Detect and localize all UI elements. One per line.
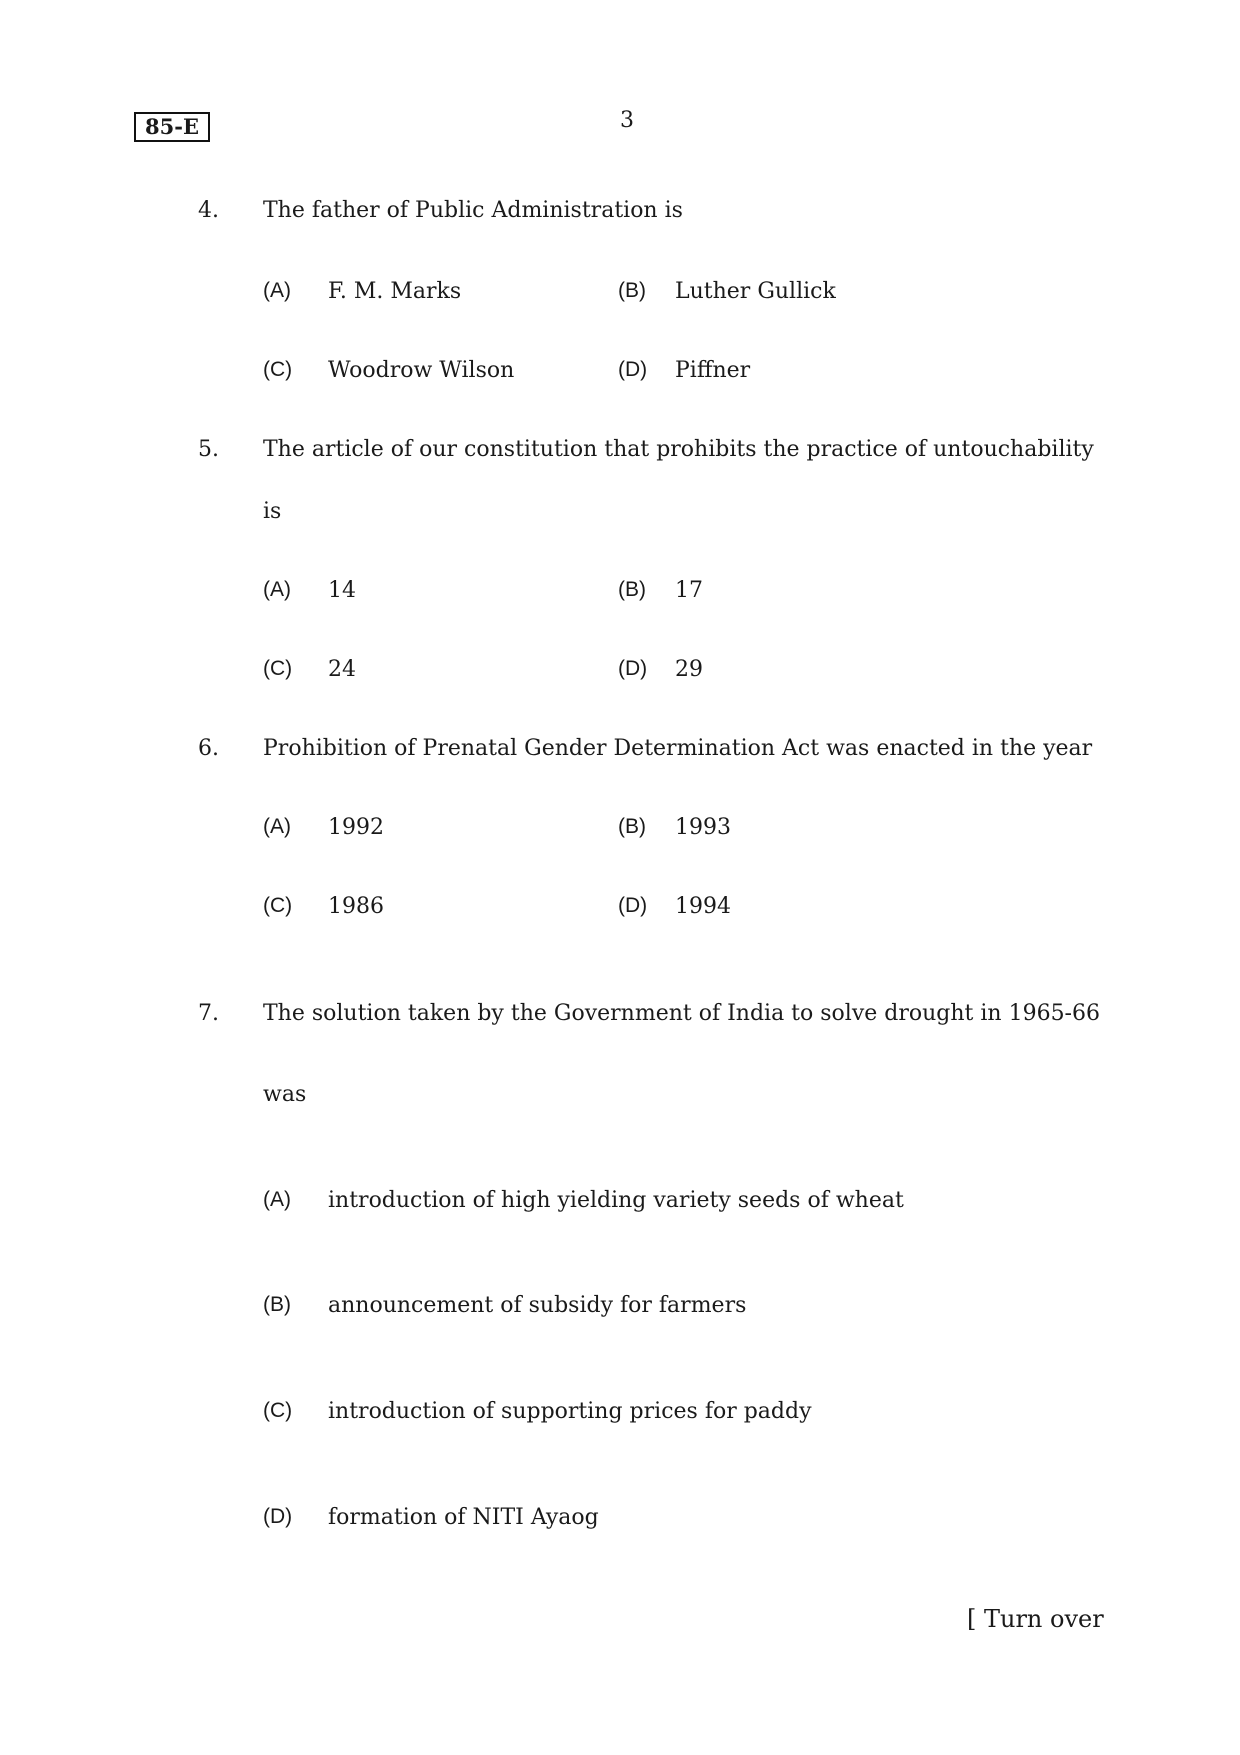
question-number: 7. (198, 1001, 219, 1026)
option-label: (A) (263, 815, 291, 838)
option-text: introduction of high yielding variety seeds of wheat (328, 1188, 904, 1213)
option-text: Woodrow Wilson (328, 358, 515, 383)
option-text: 1986 (328, 894, 384, 919)
option-text: 24 (328, 657, 356, 682)
option-text: announcement of subsidy for farmers (328, 1293, 747, 1318)
option-text: Luther Gullick (675, 279, 836, 304)
option-label: (B) (263, 1293, 291, 1316)
option-text: F. M. Marks (328, 279, 462, 304)
option-label: (A) (263, 279, 291, 302)
option-label: (D) (618, 358, 648, 381)
question-text: The father of Public Administration is (263, 198, 683, 223)
option-text: 17 (675, 578, 703, 603)
option-label: (A) (263, 1188, 291, 1211)
option-label: (D) (618, 657, 648, 680)
question-text: The article of our constitution that prohibits the practice of untouchability (263, 437, 1094, 462)
option-text: 1994 (675, 894, 731, 919)
question-text-continuation: is (263, 499, 282, 524)
question-number: 5. (198, 437, 219, 462)
option-text: 1992 (328, 815, 384, 840)
option-label: (D) (618, 894, 648, 917)
option-label: (C) (263, 1399, 293, 1422)
question-number: 4. (198, 198, 219, 223)
question-text-continuation: was (263, 1082, 307, 1107)
option-text: 14 (328, 578, 356, 603)
page-number: 3 (620, 108, 634, 133)
option-text: 29 (675, 657, 703, 682)
paper-code: 85-E (134, 112, 210, 142)
question-text: The solution taken by the Government of India to solve drought in 1965-66 (263, 1001, 1100, 1026)
option-label: (C) (263, 657, 293, 680)
option-label: (B) (618, 815, 646, 838)
option-text: introduction of supporting prices for paddy (328, 1399, 812, 1424)
option-label: (B) (618, 578, 646, 601)
option-label: (B) (618, 279, 646, 302)
question-text: Prohibition of Prenatal Gender Determination Act was enacted in the year (263, 736, 1093, 761)
option-text: formation of NITI Ayaog (328, 1505, 599, 1530)
option-text: 1993 (675, 815, 731, 840)
turn-over-note: [ Turn over (967, 1605, 1104, 1633)
option-label: (C) (263, 894, 293, 917)
option-label: (D) (263, 1505, 293, 1528)
question-number: 6. (198, 736, 219, 761)
option-text: Piffner (675, 358, 751, 383)
option-label: (A) (263, 578, 291, 601)
option-label: (C) (263, 358, 293, 381)
